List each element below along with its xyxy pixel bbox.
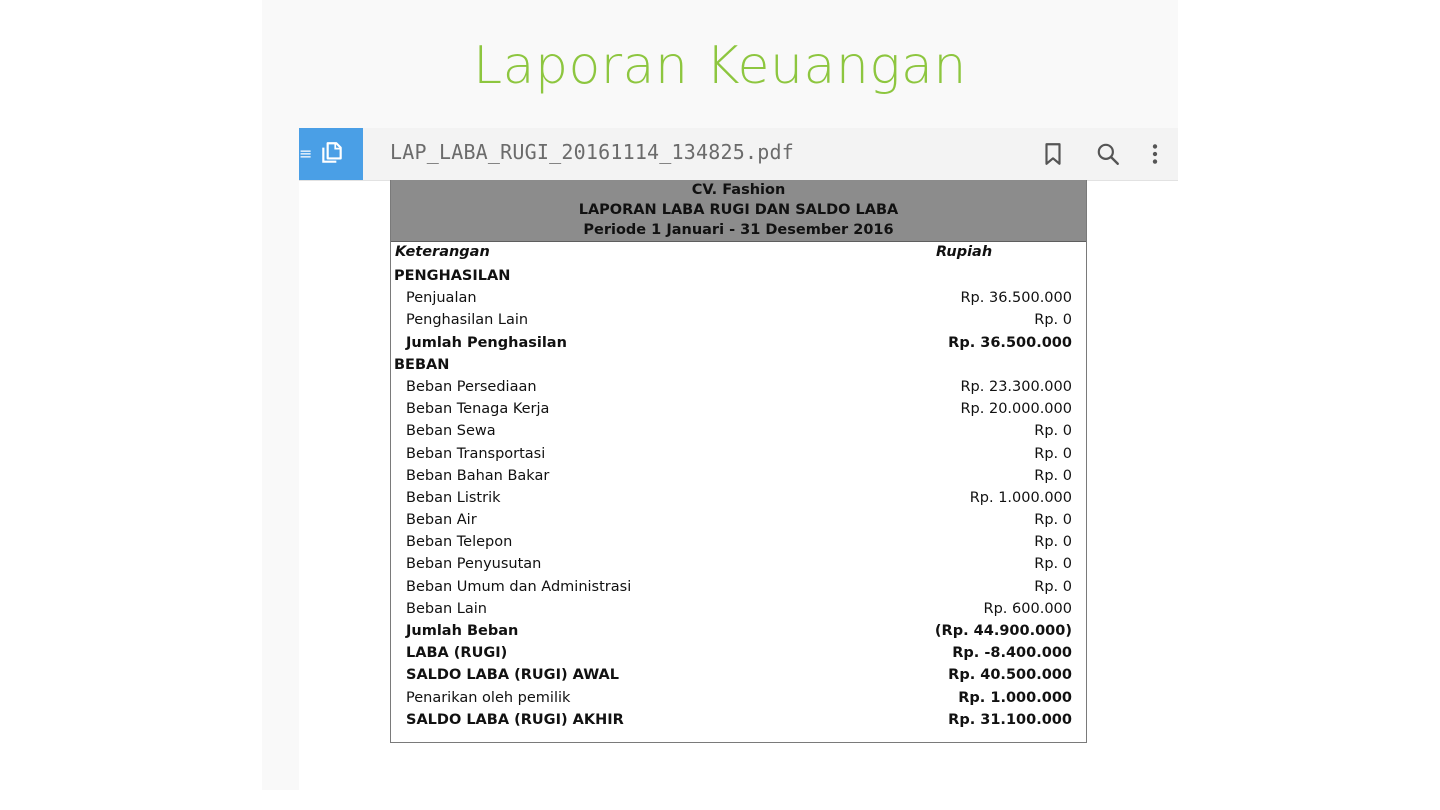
row-amount: Rp. 36.500.000 bbox=[960, 290, 1072, 307]
row-amount: Rp. 0 bbox=[1034, 512, 1072, 529]
row-label: Jumlah Beban bbox=[406, 623, 519, 639]
search-icon[interactable] bbox=[1095, 141, 1121, 167]
document-filename: LAP_LABA_RUGI_20161114_134825.pdf bbox=[390, 140, 794, 164]
report-row bbox=[391, 531, 1086, 553]
row-amount: Rp. 0 bbox=[1034, 312, 1072, 329]
pdf-viewer bbox=[299, 128, 1178, 790]
row-amount: Rp. 0 bbox=[1034, 445, 1072, 462]
row-label: Beban Persediaan bbox=[406, 378, 537, 395]
row-amount: Rp. 31.100.000 bbox=[948, 711, 1072, 728]
report-row bbox=[391, 620, 1086, 642]
row-amount: Rp. 1.000.000 bbox=[969, 489, 1072, 506]
row-amount: Rp. 20.000.000 bbox=[960, 401, 1072, 418]
row-amount: Rp. 36.500.000 bbox=[948, 334, 1072, 351]
column-header-amount: Rupiah bbox=[936, 244, 993, 260]
row-label: Beban Air bbox=[406, 512, 477, 529]
row-label: Beban Umum dan Administrasi bbox=[406, 578, 632, 595]
row-label: PENGHASILAN bbox=[394, 268, 511, 284]
row-label: Beban Lain bbox=[406, 600, 487, 617]
row-amount: Rp. 23.300.000 bbox=[960, 378, 1072, 395]
report-row bbox=[391, 687, 1086, 709]
report-row bbox=[391, 576, 1086, 598]
row-label: Jumlah Penghasilan bbox=[406, 334, 567, 351]
report-row bbox=[391, 332, 1086, 354]
report-row bbox=[391, 598, 1086, 620]
report-row bbox=[391, 642, 1086, 664]
row-amount: Rp. 0 bbox=[1034, 578, 1072, 595]
row-label: Beban Bahan Bakar bbox=[406, 467, 550, 484]
pages-tab[interactable] bbox=[299, 128, 363, 180]
report-period: Periode 1 Januari - 31 Desember 2016 bbox=[583, 222, 894, 238]
report-header bbox=[391, 180, 1086, 242]
row-label: Beban Telepon bbox=[406, 534, 513, 551]
row-amount: Rp. 0 bbox=[1034, 534, 1072, 551]
row-label: Beban Transportasi bbox=[406, 445, 546, 462]
slide-title: Laporan Keuangan bbox=[473, 36, 967, 96]
report-row bbox=[391, 487, 1086, 509]
company-name: CV. Fashion bbox=[691, 182, 786, 198]
row-label: SALDO LABA (RUGI) AKHIR bbox=[406, 711, 624, 728]
row-label: Beban Sewa bbox=[406, 423, 496, 440]
bookmark-icon[interactable] bbox=[1040, 141, 1066, 167]
pages-icon[interactable] bbox=[319, 140, 345, 166]
report-row bbox=[391, 509, 1086, 531]
row-amount: Rp. 600.000 bbox=[983, 600, 1072, 617]
report-row bbox=[391, 709, 1086, 731]
more-vert-icon[interactable] bbox=[1142, 141, 1168, 167]
row-amount: Rp. 1.000.000 bbox=[958, 689, 1072, 706]
row-amount: Rp. 0 bbox=[1034, 467, 1072, 484]
row-label: Beban Listrik bbox=[406, 489, 501, 506]
row-label: SALDO LABA (RUGI) AWAL bbox=[406, 667, 620, 684]
menu-icon[interactable]: ≡ bbox=[299, 144, 313, 163]
row-label: Beban Tenaga Kerja bbox=[406, 401, 550, 418]
report-row bbox=[391, 287, 1086, 309]
row-amount: Rp. -8.400.000 bbox=[952, 645, 1072, 662]
report-row bbox=[391, 443, 1086, 465]
report-row bbox=[391, 376, 1086, 398]
row-label: Penghasilan Lain bbox=[406, 312, 529, 329]
report-rows bbox=[391, 265, 1086, 731]
row-amount: (Rp. 44.900.000) bbox=[934, 623, 1072, 639]
report-row bbox=[391, 420, 1086, 442]
report-page bbox=[390, 180, 1087, 743]
report-row bbox=[391, 465, 1086, 487]
row-amount: Rp. 0 bbox=[1034, 556, 1072, 573]
column-header-description: Keterangan bbox=[395, 244, 490, 260]
row-label: Penarikan oleh pemilik bbox=[406, 689, 571, 706]
report-row bbox=[391, 553, 1086, 575]
row-label: Beban Penyusutan bbox=[406, 556, 542, 573]
report-row bbox=[391, 398, 1086, 420]
row-label: Penjualan bbox=[406, 290, 477, 307]
row-amount: Rp. 40.500.000 bbox=[948, 667, 1072, 684]
report-row bbox=[391, 265, 1086, 287]
report-title: LAPORAN LABA RUGI DAN SALDO LABA bbox=[578, 202, 899, 218]
viewer-toolbar bbox=[299, 128, 1178, 181]
row-label: BEBAN bbox=[394, 356, 450, 373]
report-row bbox=[391, 354, 1086, 376]
row-amount: Rp. 0 bbox=[1034, 423, 1072, 440]
report-row bbox=[391, 309, 1086, 331]
report-row bbox=[391, 664, 1086, 686]
row-label: LABA (RUGI) bbox=[406, 645, 508, 662]
